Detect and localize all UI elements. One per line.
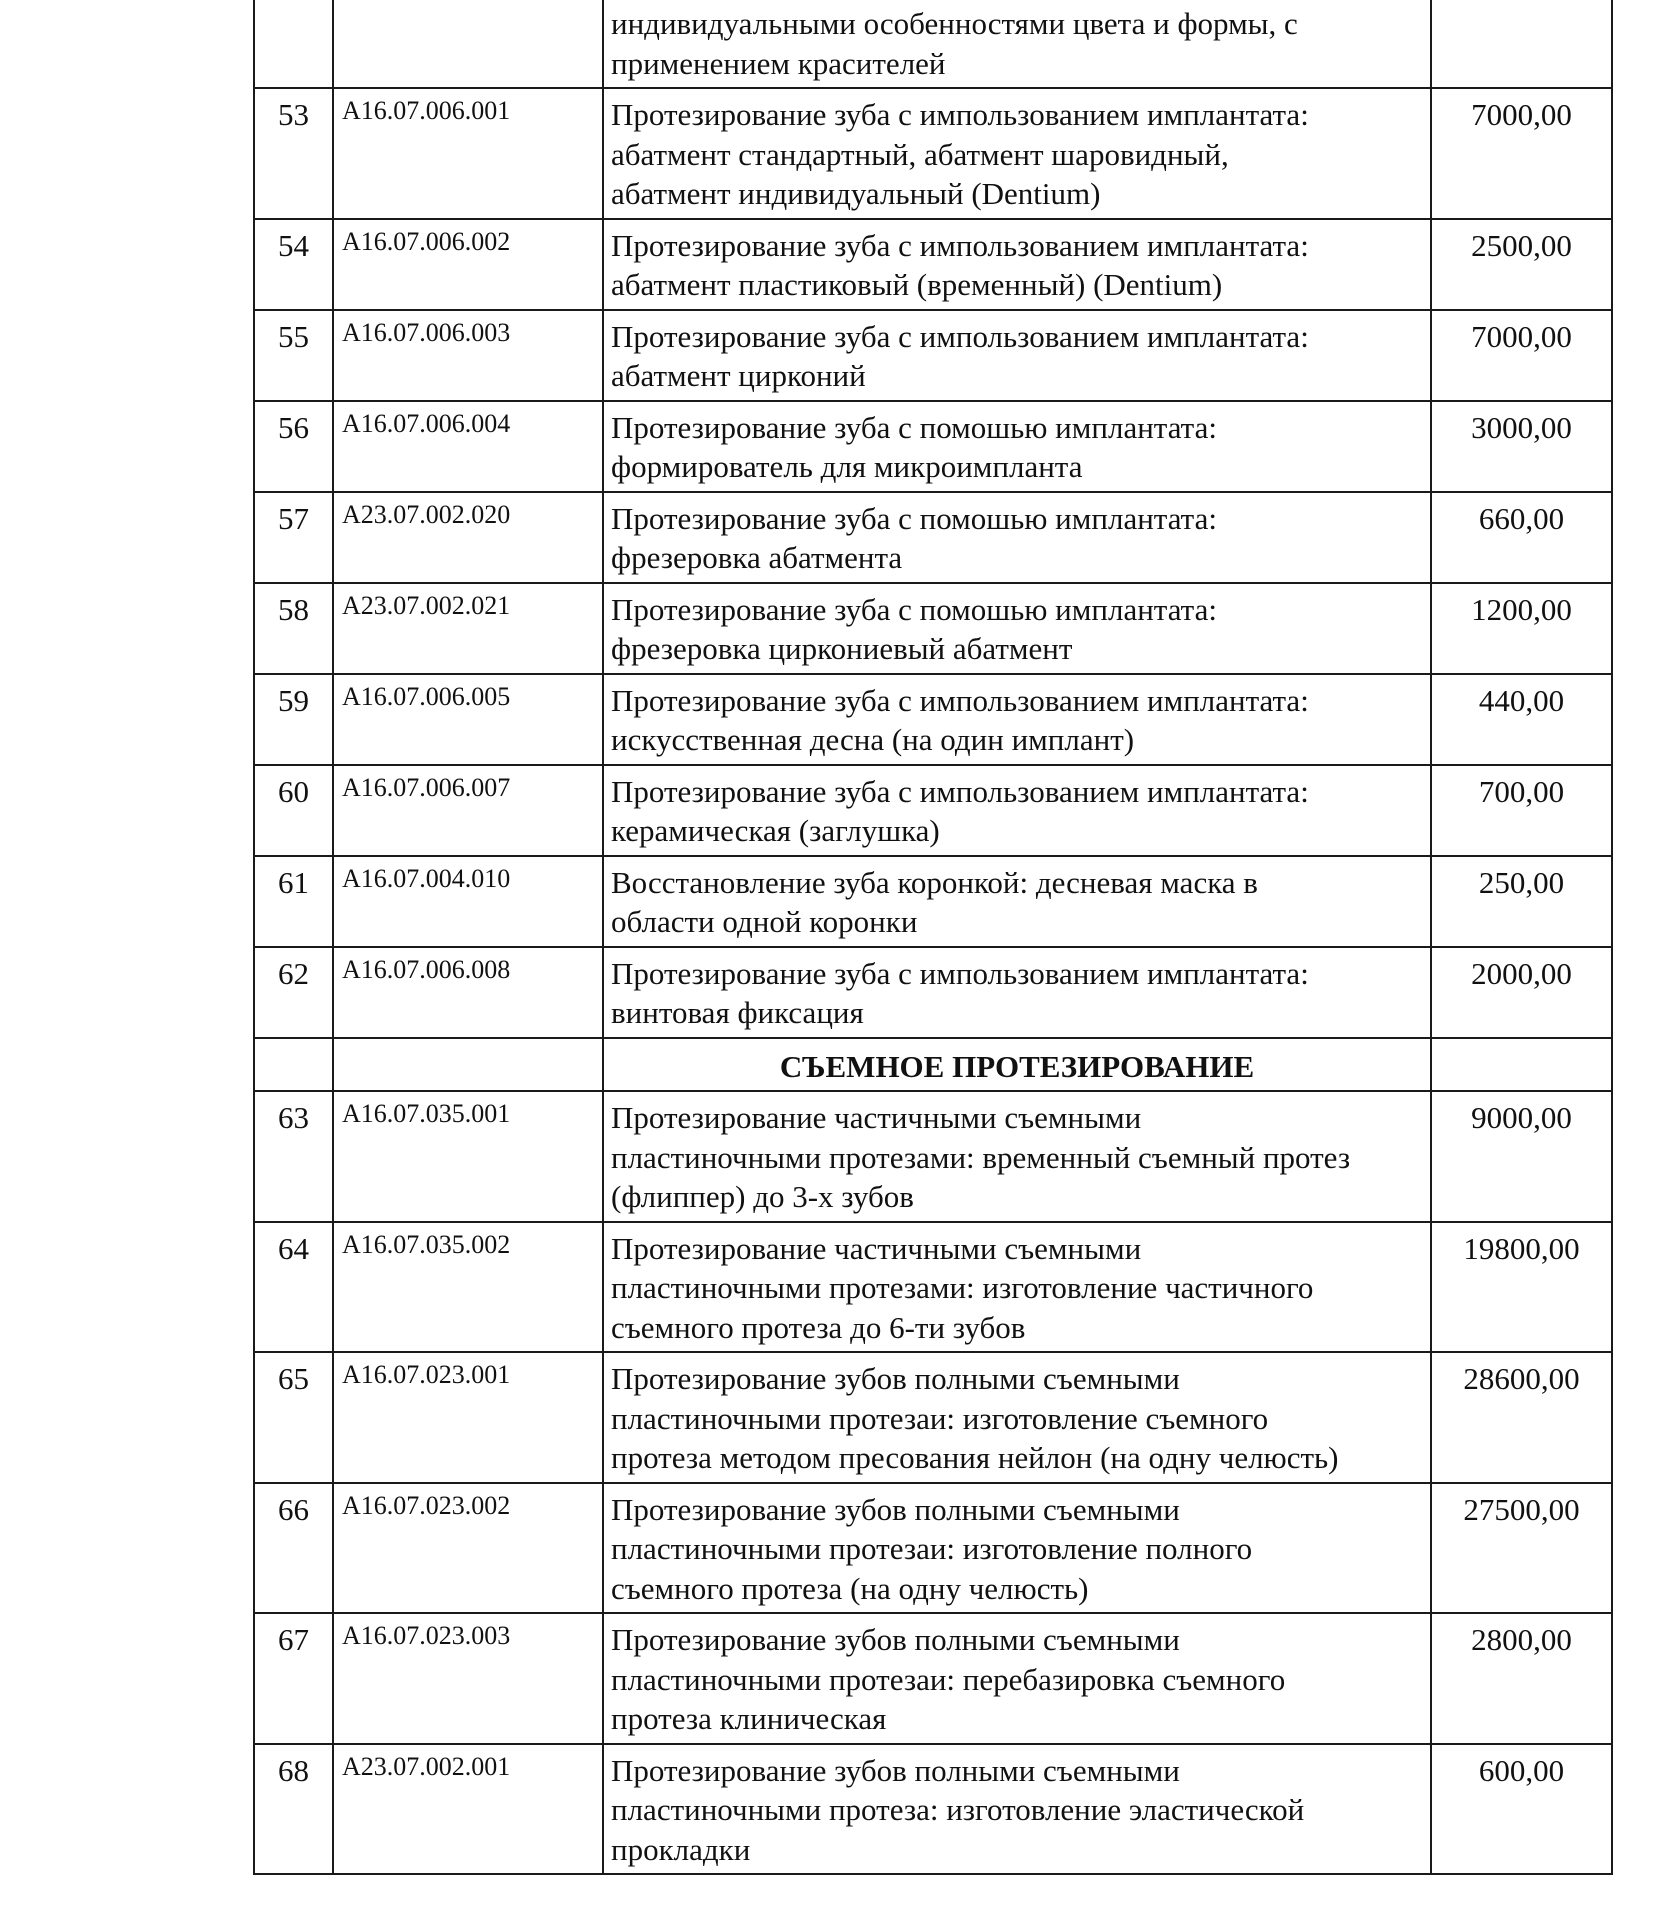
description-line: Протезирование зуба с импользованием имплантата: xyxy=(611,773,1309,809)
row-number: 63 xyxy=(254,1091,333,1222)
description-line: пластиночными протезаи: изготовление полного xyxy=(611,1531,1253,1566)
service-price: 19800,00 xyxy=(1431,1222,1612,1353)
table-row xyxy=(254,1613,1612,1744)
table-row xyxy=(254,401,1612,492)
row-number: 65 xyxy=(254,1352,333,1483)
table-row xyxy=(254,492,1612,583)
description-line: абатмент пластиковый (временный) (Dentium) xyxy=(611,267,1223,302)
service-price: 7000,00 xyxy=(1431,310,1612,401)
description-line: керамическая (заглушка) xyxy=(611,813,940,848)
service-description xyxy=(603,947,1431,1038)
description-line: пластиночными протезаи: перебазировка съемного xyxy=(611,1661,1286,1697)
service-price: 1200,00 xyxy=(1431,583,1612,674)
service-description xyxy=(603,856,1431,947)
table-row xyxy=(254,674,1612,765)
row-number: 53 xyxy=(254,88,333,219)
service-description xyxy=(603,1483,1431,1614)
section-header-row xyxy=(254,1038,1612,1092)
description-line: Протезирование частичными съемными xyxy=(611,1230,1142,1266)
description-line: пластиночными протеза: изготовление эластической xyxy=(611,1792,1305,1827)
service-price: 440,00 xyxy=(1431,674,1612,765)
row-number: 67 xyxy=(254,1613,333,1744)
service-description xyxy=(603,492,1431,583)
description-line: прокладки xyxy=(611,1831,751,1867)
table-row xyxy=(254,1744,1612,1875)
description-line: формирователь для микроимпланта xyxy=(611,449,1083,484)
service-description xyxy=(603,88,1431,219)
description-line: Протезирование зуба с импользованием имплантата: xyxy=(611,97,1309,132)
description-line: винтовая фиксация xyxy=(611,995,864,1030)
row-number: 54 xyxy=(254,219,333,310)
row-number: 66 xyxy=(254,1483,333,1614)
service-code: A16.07.006.003 xyxy=(333,310,603,401)
service-description xyxy=(603,674,1431,765)
service-code: A16.07.006.007 xyxy=(333,765,603,856)
service-price: 250,00 xyxy=(1431,856,1612,947)
service-price: 700,00 xyxy=(1431,765,1612,856)
description-line: искусственная десна (на один имплант) xyxy=(611,722,1135,757)
service-description xyxy=(603,0,1431,88)
service-price xyxy=(1431,1038,1612,1092)
row-number xyxy=(254,1038,333,1092)
service-code: A16.07.023.001 xyxy=(333,1352,603,1483)
service-price: 3000,00 xyxy=(1431,401,1612,492)
section-title: СЪЕМНОЕ ПРОТЕЗИРОВАНИЕ xyxy=(603,1038,1431,1092)
table-row-continuation xyxy=(254,0,1612,88)
row-number: 68 xyxy=(254,1744,333,1875)
row-number: 56 xyxy=(254,401,333,492)
table-row xyxy=(254,88,1612,219)
description-line: применением красителей xyxy=(611,45,946,81)
table-row xyxy=(254,765,1612,856)
service-price: 660,00 xyxy=(1431,492,1612,583)
description-line: съемного протеза (на одну челюсть) xyxy=(611,1570,1089,1606)
service-price: 27500,00 xyxy=(1431,1483,1612,1614)
description-line: Протезирование зуба с импользованием имплантата: xyxy=(611,227,1309,263)
description-line: пластиночными протезаи: изготовление съемного xyxy=(611,1400,1269,1436)
service-description xyxy=(603,401,1431,492)
service-description xyxy=(603,1613,1431,1744)
table-row xyxy=(254,1091,1612,1222)
service-description xyxy=(603,310,1431,401)
description-line: фрезеровка абатмента xyxy=(611,540,903,575)
service-price: 2800,00 xyxy=(1431,1613,1612,1744)
service-price: 7000,00 xyxy=(1431,88,1612,219)
service-description xyxy=(603,765,1431,856)
service-description xyxy=(603,1222,1431,1353)
row-number: 61 xyxy=(254,856,333,947)
service-description xyxy=(603,1352,1431,1483)
service-code: A16.07.035.001 xyxy=(333,1091,603,1222)
row-number: 59 xyxy=(254,674,333,765)
table-row xyxy=(254,947,1612,1038)
service-code: A16.07.006.004 xyxy=(333,401,603,492)
table-row xyxy=(254,219,1612,310)
table-row xyxy=(254,310,1612,401)
description-line: протеза методом пресования нейлон (на одну челюсть) xyxy=(611,1440,1339,1475)
description-line: Протезирование зуба с импользованием имплантата: xyxy=(611,318,1309,354)
description-line: Протезирование зуба с импользованием имплантата: xyxy=(611,955,1309,991)
service-code: A16.07.023.003 xyxy=(333,1613,603,1744)
description-line: Протезирование зубов полными съемными xyxy=(611,1752,1180,1788)
row-number: 64 xyxy=(254,1222,333,1353)
service-code: A16.07.006.002 xyxy=(333,219,603,310)
service-code: A16.07.004.010 xyxy=(333,856,603,947)
service-price xyxy=(1431,0,1612,88)
service-price: 2000,00 xyxy=(1431,947,1612,1038)
description-line: Протезирование зубов полными съемными xyxy=(611,1622,1180,1657)
description-line: Восстановление зуба коронкой: десневая маска в xyxy=(611,864,1258,900)
row-number: 57 xyxy=(254,492,333,583)
description-line: съемного протеза до 6-ти зубов xyxy=(611,1309,1026,1345)
price-list-body xyxy=(254,0,1612,1874)
service-description xyxy=(603,219,1431,310)
service-price: 2500,00 xyxy=(1431,219,1612,310)
service-code xyxy=(333,0,603,88)
service-description xyxy=(603,583,1431,674)
service-code xyxy=(333,1038,603,1092)
description-line: абатмент индивидуальный (Dentium) xyxy=(611,176,1101,211)
row-number: 60 xyxy=(254,765,333,856)
description-line: протеза клиническая xyxy=(611,1701,887,1736)
service-price: 28600,00 xyxy=(1431,1352,1612,1483)
description-line: индивидуальными особенностями цвета и формы, с xyxy=(611,6,1298,41)
service-price: 9000,00 xyxy=(1431,1091,1612,1222)
table-row xyxy=(254,1483,1612,1614)
service-code: A16.07.035.002 xyxy=(333,1222,603,1353)
description-line: Протезирование зуба с помошью имплантата: xyxy=(611,409,1217,445)
row-number xyxy=(254,0,333,88)
service-code: A23.07.002.021 xyxy=(333,583,603,674)
table-row xyxy=(254,856,1612,947)
description-line: Протезирование зуба с импользованием имплантата: xyxy=(611,682,1309,718)
description-line: фрезеровка циркониевый абатмент xyxy=(611,631,1073,666)
service-code: A23.07.002.020 xyxy=(333,492,603,583)
table-row xyxy=(254,1352,1612,1483)
description-line: пластиночными протезами: временный съемный протез xyxy=(611,1139,1351,1175)
service-description xyxy=(603,1091,1431,1222)
service-code: A16.07.006.005 xyxy=(333,674,603,765)
row-number: 62 xyxy=(254,947,333,1038)
description-line: Протезирование зуба с помошью имплантата: xyxy=(611,591,1217,627)
table-row xyxy=(254,1222,1612,1353)
price-list-table xyxy=(253,0,1613,1875)
description-line: Протезирование частичными съемными xyxy=(611,1100,1142,1135)
description-line: Протезирование зубов полными съемными xyxy=(611,1361,1180,1396)
service-code: A23.07.002.001 xyxy=(333,1744,603,1875)
description-line: абатмент цирконий xyxy=(611,358,866,393)
description-line: (флиппер) до 3-х зубов xyxy=(611,1179,914,1214)
description-line: области одной коронки xyxy=(611,904,918,939)
service-price: 600,00 xyxy=(1431,1744,1612,1875)
service-code: A16.07.023.002 xyxy=(333,1483,603,1614)
description-line: абатмент стандартный, абатмент шаровидный, xyxy=(611,136,1229,172)
description-line: Протезирование зуба с помошью имплантата: xyxy=(611,500,1217,536)
service-code: A16.07.006.008 xyxy=(333,947,603,1038)
table-row xyxy=(254,583,1612,674)
row-number: 58 xyxy=(254,583,333,674)
service-code: A16.07.006.001 xyxy=(333,88,603,219)
description-line: пластиночными протезами: изготовление частичного xyxy=(611,1270,1314,1305)
service-description xyxy=(603,1744,1431,1875)
description-line: Протезирование зубов полными съемными xyxy=(611,1491,1180,1527)
row-number: 55 xyxy=(254,310,333,401)
